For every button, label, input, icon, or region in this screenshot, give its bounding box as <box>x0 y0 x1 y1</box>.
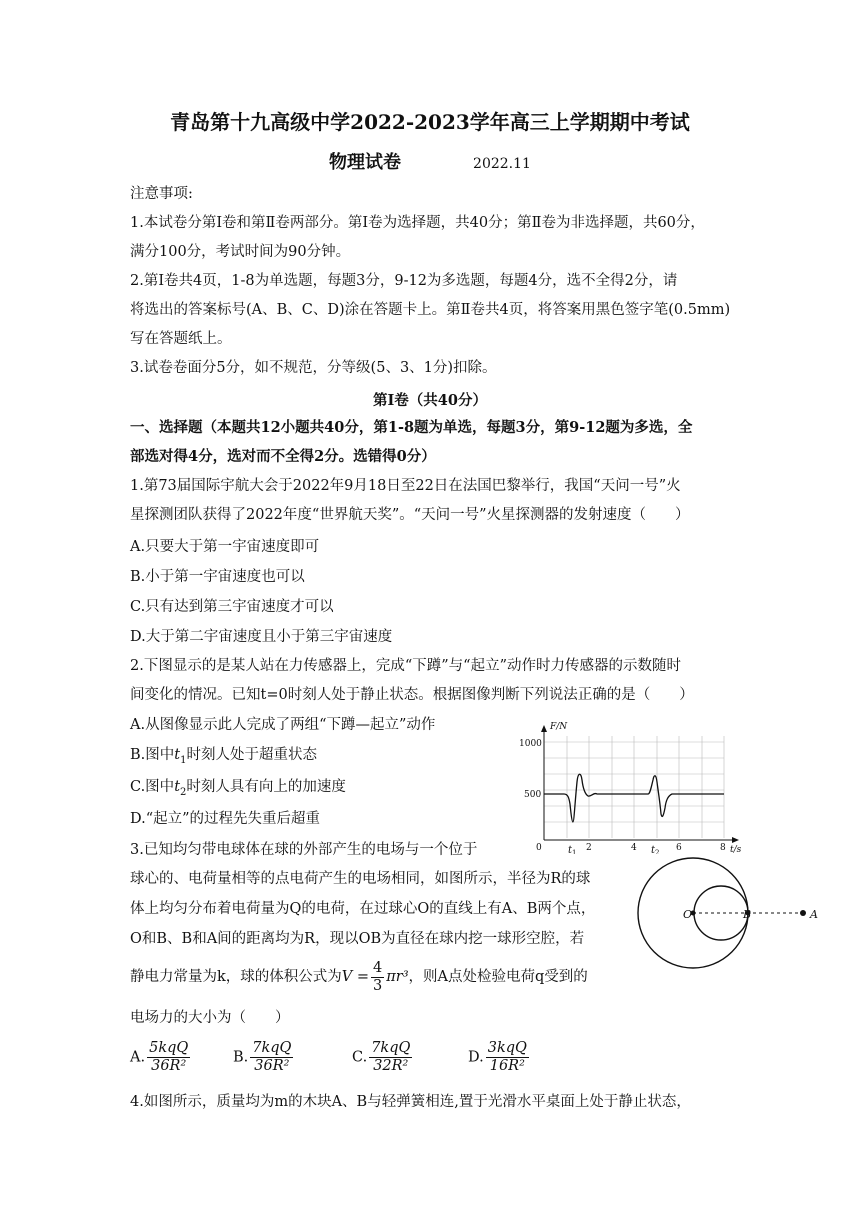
q2-stem: 2.下图显示的是某人站在力传感器上，完成“下蹲”与“起立”动作时力传感器的示数随时 <box>130 658 681 674</box>
q3-option-a: A. $\frac{\text{5kqQ}}{\text{36R²}}$ <box>130 1040 189 1074</box>
subject-title: 物理试卷 <box>329 152 402 173</box>
notice-line: 1.本试卷分第Ⅰ卷和第Ⅱ卷两部分。第Ⅰ卷为选择题，共40分；第Ⅱ卷为非选择题，共60分， <box>130 215 705 231</box>
q3-stem: O和B、B和A间的距离均为R，现以OB为直径在球内挖一球形空腔，若 <box>130 931 585 947</box>
q3-option-b: B. $\frac{\text{7kqQ}}{\text{36R²}}$ <box>233 1040 292 1074</box>
q2-option-b: B.图中$t_1$时刻人处于超重状态 <box>130 747 317 766</box>
q3-stem: 3.已知均匀带电球体在球的外部产生的电场与一个位于 <box>130 842 478 858</box>
section-instructions: 一、选择题（本题共12小题共40分，第1-8题为单选，每题3分，第9-12题为多选，全 <box>130 419 693 436</box>
q1-option-d: D.大于第二宇宙速度且小于第三宇宙速度 <box>130 629 393 645</box>
section-title: 第Ⅰ卷（共40分） <box>373 392 487 409</box>
label-O: O <box>683 908 693 921</box>
section-instructions: 部选对得4分，选对而不全得2分。选错得0分） <box>130 448 436 465</box>
q2-option-c: C.图中$t_2$时刻人具有向上的加速度 <box>130 779 346 798</box>
t2-label: $t_2$ <box>651 845 660 854</box>
notice-heading: 注意事项: <box>130 186 193 202</box>
y-tick-label: 1000 <box>519 739 542 749</box>
point-A <box>800 910 806 916</box>
label-A: A <box>810 908 818 921</box>
exam-title: 青岛第十九高级中学2022-2023学年高三上学期期中考试 <box>170 110 690 134</box>
q3-option-d: D. $\frac{\text{3kqQ}}{\text{16R²}}$ <box>468 1040 527 1074</box>
graph-grid <box>544 736 724 838</box>
q3-stem: 体上均匀分布着电荷量为Q的电荷，在过球心O的直线上有A、B两个点， <box>130 901 596 917</box>
notice-line: 写在答题纸上。 <box>130 331 232 347</box>
notice-line: 满分100分，考试时间为90分钟。 <box>130 244 351 260</box>
exam-date: 2022.11 <box>473 156 531 172</box>
q3-option-c: C. $\frac{\text{7kqQ}}{\text{32R²}}$ <box>352 1040 411 1074</box>
label-B: B <box>743 908 752 921</box>
q3-stem-formula: 静电力常量为k，球的体积公式为V = $\frac{4}{3}$ πr³，则A点处检验电荷q受到的 <box>130 959 588 994</box>
y-tick-label: 500 <box>524 790 542 800</box>
x-axis-label: t/s <box>730 845 742 854</box>
t1-label: $t_1$ <box>568 845 577 854</box>
q1-option-a: A.只要大于第一宇宙速度即可 <box>130 539 320 555</box>
cavity-sphere <box>694 886 748 940</box>
q2-option-d: D.“起立”的过程先失重后超重 <box>130 811 321 827</box>
q1-stem: 星探测团队获得了2022年度“世界航天奖”。“天问一号”火星探测器的发射速度（ ） <box>130 507 690 523</box>
sphere-cavity-figure <box>630 836 830 986</box>
notice-line: 3.试卷卷面分5分，如不规范，分等级(5、3、1分)扣除。 <box>130 360 497 376</box>
q2-stem: 间变化的情况。已知t=0时刻人处于静止状态。根据图像判断下列说法正确的是（ ） <box>130 687 694 703</box>
q2-option-a: A.从图像显示此人完成了两组“下蹲—起立”动作 <box>130 717 436 733</box>
y-axis-arrow <box>541 725 547 732</box>
x-tick-label: 8 <box>720 843 726 853</box>
notice-line: 2.第Ⅰ卷共4页，1-8为单选题，每题3分，9-12为多选题，每题4分，选不全得2分，请 <box>130 273 678 289</box>
force-time-graph <box>508 722 748 854</box>
q3-stem: 球心的、电荷量相等的点电荷产生的电场相同，如图所示，半径为R的球 <box>130 871 591 887</box>
x-tick-label: 6 <box>676 843 682 853</box>
q1-stem: 1.第73届国际宇航大会于2022年9月18日至22日在法国巴黎举行，我国“天问一号”火 <box>130 478 681 494</box>
x-tick-label: 4 <box>631 843 637 853</box>
origin-label: 0 <box>536 843 542 853</box>
volume-fraction: $\frac{4}{3}$ <box>373 959 383 994</box>
y-axis-label: F/N <box>550 722 568 732</box>
q1-option-c: C.只有达到第三宇宙速度才可以 <box>130 599 334 615</box>
q3-stem: 电场力的大小为（ ） <box>130 1010 290 1026</box>
x-tick-label: 2 <box>586 843 592 853</box>
notice-line: 将选出的答案标号(A、B、C、D)涂在答题卡上。第Ⅱ卷共4页，将答案用黑色签字笔(0.5mm) <box>130 302 731 318</box>
exam-subtitle <box>0 148 860 174</box>
q4-stem: 4.如图所示，质量均为m的木块A、B与轻弹簧相连,置于光滑水平桌面上处于静止状态， <box>130 1094 691 1110</box>
q1-option-b: B.小于第一宇宙速度也可以 <box>130 569 305 585</box>
